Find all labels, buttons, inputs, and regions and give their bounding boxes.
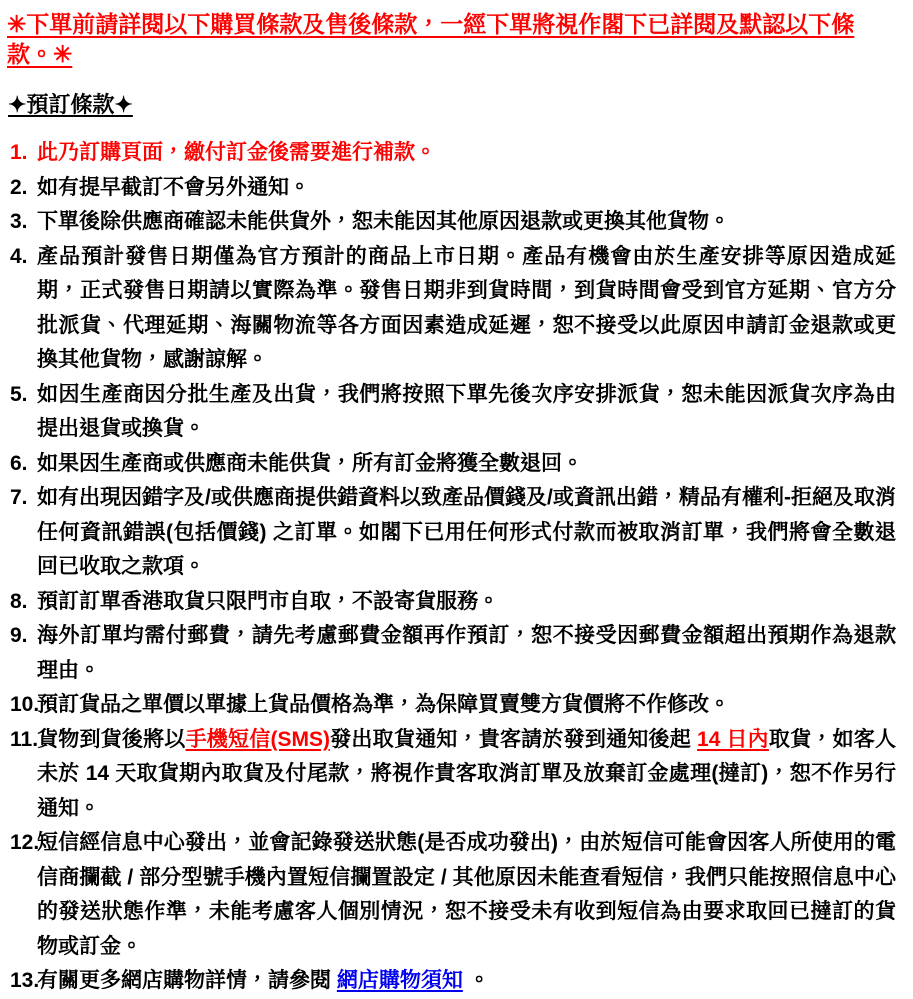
- term-number: 2.: [10, 175, 28, 199]
- term-text: 有關更多網店購物詳情，請參閱: [37, 969, 337, 992]
- term-text: 貨物到貨後將以: [37, 727, 186, 751]
- term-text: 產品預計發售日期僅為官方預計的商品上市日期。產品有機會由於生產安排等原因造成延期，正式發售日期請以實際為準。發售日期非到貨時間，到貨時間會受到官方延期、官方分批派貨、代理延期、海關物流等各方面因素造成延遲，恕不接受以此原因申請訂金退款或更換其他貨物，感謝諒解。: [37, 244, 896, 371]
- term-number: 4.: [10, 244, 28, 268]
- term-item-13: [0, 964, 896, 999]
- term-number: 11.: [10, 727, 39, 751]
- term-number: 1.: [10, 141, 28, 164]
- term-number: 9.: [10, 624, 28, 647]
- term-text: 預訂貨品之單價以單據上貨品價格為準，為保障買賣雙方貨價將不作修改。: [37, 693, 730, 716]
- sms-notice-highlight: 手機短信(SMS): [185, 727, 330, 751]
- term-text: 如果因生產商或供應商未能供貨，所有訂金將獲全數退回。: [37, 451, 583, 475]
- term-item-1: [0, 136, 896, 171]
- preorder-terms-heading: ✦預訂條款✦: [8, 92, 133, 117]
- term-number: 12.: [10, 831, 40, 854]
- term-item-6: [0, 447, 896, 482]
- term-item-4: [0, 240, 896, 378]
- purchase-notice-heading: ✳下單前請詳閱以下購買條款及售後條款，一經下單將視作閣下已詳閱及默認以下條款。✳: [7, 11, 855, 67]
- term-text: 如有出現因錯字及/或供應商提供錯資料以致產品價錢及/或資訊出錯，精品有權利-拒絕及取消任何資訊錯誤(包括價錢) 之訂單。如閣下已用任何形式付款而被取消訂單，我們將會全數退回已收取之款項。: [37, 486, 896, 578]
- term-number: 8.: [10, 589, 28, 613]
- section-title-row: [8, 90, 896, 123]
- shop-guide-link[interactable]: 網店購物須知: [336, 969, 463, 992]
- term-text: 。: [462, 969, 490, 992]
- term-item-10: [0, 688, 896, 723]
- term-text: 發出取貨通知，貴客請於發到通知後起: [329, 727, 698, 751]
- term-text: 取貨，如客人未於 14 天取貨期內取貨及付尾款，將視作貴客取消訂單及放棄訂金處理(撻訂)，恕不作另行通知。: [37, 727, 897, 820]
- term-text: 海外訂單均需付郵費，請先考慮郵費金額再作預訂，恕不接受因郵費金額超出預期作為退款理由。: [37, 624, 896, 682]
- term-number: 6.: [10, 451, 28, 475]
- term-text: 此乃訂購頁面，繳付訂金後需要進行補款。: [37, 141, 436, 164]
- term-text: 如因生產商因分批生產及出貨，我們將按照下單先後次序安排派貨，恕未能因派貨次序為由提出退貨或換貨。: [37, 382, 896, 440]
- term-text: 如有提早截訂不會另外通知。: [37, 175, 310, 199]
- term-item-3: [0, 205, 896, 240]
- term-number: 7.: [10, 486, 28, 509]
- term-item-7: [0, 481, 896, 585]
- pickup-deadline-highlight: 14 日內: [697, 727, 769, 751]
- term-item-8: [0, 585, 896, 620]
- term-number: 5.: [10, 382, 28, 406]
- term-text: 短信經信息中心發出，並會記錄發送狀態(是否成功發出)，由於短信可能會因客人所使用的電信商攔截 / 部分型號手機內置短信攔置設定 / 其他原因未能查看短信，我們只能按照信息中心的發送狀態作準，未能考慮客人個別情況，恕不接受未有收到短信為由要求取回已撻訂的貨物或訂金。: [37, 831, 896, 958]
- term-item-5: [0, 378, 896, 447]
- term-number: 10.: [10, 693, 40, 716]
- term-text: 下單後除供應商確認未能供貨外，恕未能因其他原因退款或更換其他貨物。: [37, 210, 730, 233]
- term-text: 預訂訂單香港取貨只限門市自取，不設寄貨服務。: [37, 589, 499, 613]
- term-number: 3.: [10, 210, 28, 233]
- terms-list: [0, 136, 896, 999]
- term-number: 13.: [10, 969, 40, 992]
- term-item-12: [0, 826, 896, 964]
- term-item-9: [0, 619, 896, 688]
- term-item-2: [0, 171, 896, 206]
- term-item-11: [0, 723, 896, 827]
